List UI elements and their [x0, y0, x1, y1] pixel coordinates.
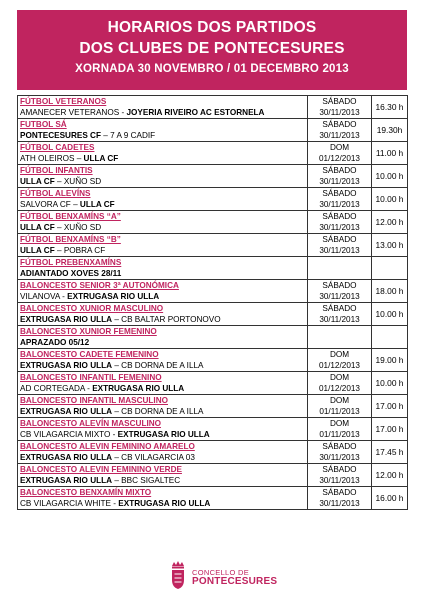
- category-label: BALONCESTO CADETE FEMENINO: [20, 350, 159, 359]
- date-cell: [308, 280, 372, 303]
- category-label: FÚTBOL CADETES: [20, 143, 95, 152]
- date-label: 01/11/2013: [319, 407, 360, 416]
- day-label: DOM: [329, 396, 350, 405]
- footer-logo-block: [168, 560, 278, 592]
- date-cell: [308, 119, 372, 142]
- category-label: FÚTBOL VETERANOS: [20, 97, 107, 106]
- day-label: SÁBADO: [322, 488, 357, 497]
- date-cell: [308, 96, 372, 119]
- team-name-bold: ULLA CF: [83, 154, 119, 163]
- table-row: [18, 303, 408, 326]
- day-label: SÁBADO: [322, 465, 357, 474]
- team-name: AD CORTEGADA -: [20, 384, 93, 393]
- day-label: DOM: [329, 419, 350, 428]
- team-name-bold: PONTECESURES CF: [20, 131, 101, 140]
- table-row: [18, 96, 408, 119]
- teams-line: [20, 268, 305, 279]
- time-cell: 17.45 h: [372, 441, 408, 464]
- time-cell: [372, 326, 408, 349]
- time-cell: 18.00 h: [372, 280, 408, 303]
- time-cell: 13.00 h: [372, 234, 408, 257]
- date-label: 01/12/2013: [319, 361, 360, 370]
- teams-line: [20, 360, 305, 371]
- team-name-bold: EXTRUGASA RIO ULLA: [67, 292, 160, 301]
- match-cell: [18, 211, 308, 234]
- time-cell: 17.00 h: [372, 395, 408, 418]
- match-cell: [18, 372, 308, 395]
- teams-line: [20, 153, 305, 164]
- team-name: CB VILAGARCIA MIXTO -: [20, 430, 118, 439]
- category-label: BALONCESTO BENXAMÍN MIXTO: [20, 488, 152, 497]
- table-row: [18, 280, 408, 303]
- teams-line: [20, 291, 305, 302]
- match-cell: [18, 418, 308, 441]
- time-cell: 17.00 h: [372, 418, 408, 441]
- teams-line: [20, 107, 305, 118]
- time-cell: 10.00 h: [372, 303, 408, 326]
- team-name: – BBC SIGALTEC: [112, 476, 181, 485]
- table-row: [18, 487, 408, 510]
- date-label: 30/11/2013: [319, 223, 360, 232]
- time-cell: 19.00 h: [372, 349, 408, 372]
- team-name-bold: APRAZADO 05/12: [20, 338, 90, 347]
- team-name: ATH OLEIROS –: [20, 154, 84, 163]
- match-cell: [18, 280, 308, 303]
- date-label: 01/12/2013: [319, 154, 360, 163]
- date-label: 30/11/2013: [319, 108, 360, 117]
- team-name-bold: EXTRUGASA RIO ULLA: [20, 476, 113, 485]
- table-row: [18, 142, 408, 165]
- category-label: FÚTBOL ALEVÍNS: [20, 189, 91, 198]
- team-name: – POBRA CF: [54, 246, 106, 255]
- category-label: BALONCESTO ALEVIN FEMININO AMARELO: [20, 442, 195, 451]
- date-cell: [308, 349, 372, 372]
- match-cell: [18, 487, 308, 510]
- time-cell: 10.00 h: [372, 372, 408, 395]
- date-cell: [308, 165, 372, 188]
- teams-line: [20, 452, 305, 463]
- category-label: BALONCESTO ALEVIN FEMININO VERDE: [20, 465, 182, 474]
- table-row: [18, 119, 408, 142]
- time-cell: 10.00 h: [372, 188, 408, 211]
- table-row: [18, 441, 408, 464]
- time-cell: [372, 257, 408, 280]
- team-name-bold: EXTRUGASA RIO ULLA: [20, 453, 113, 462]
- teams-line: [20, 199, 305, 210]
- date-label: 30/11/2013: [319, 315, 360, 324]
- match-cell: [18, 119, 308, 142]
- date-label: 30/11/2013: [319, 131, 360, 140]
- table-row: [18, 395, 408, 418]
- team-name-bold: EXTRUGASA RIO ULLA: [20, 407, 113, 416]
- date-label: 01/12/2013: [319, 384, 360, 393]
- category-label: FÚTBOL BENXAMÍNS “A”: [20, 212, 121, 221]
- match-cell: [18, 395, 308, 418]
- match-cell: [18, 349, 308, 372]
- day-label: SÁBADO: [322, 281, 357, 290]
- team-name: – XUÑO SD: [54, 223, 102, 232]
- day-label: DOM: [329, 373, 350, 382]
- team-name: – CB BALTAR PORTONOVO: [112, 315, 221, 324]
- table-row: [18, 234, 408, 257]
- footer-line-2: PONTECESURES: [192, 576, 278, 587]
- team-name: – CB VILAGARCIA 03: [112, 453, 195, 462]
- table-row: [18, 372, 408, 395]
- team-name-bold: ULLA CF: [20, 246, 55, 255]
- teams-line: [20, 245, 305, 256]
- date-label: 30/11/2013: [319, 499, 360, 508]
- date-label: 30/11/2013: [319, 246, 360, 255]
- team-name-bold: ADIANTADO XOVES 28/11: [20, 269, 122, 278]
- date-cell: [308, 211, 372, 234]
- table-row: [18, 326, 408, 349]
- team-name-bold: JOYERIA RIVEIRO AC ESTORNELA: [126, 108, 265, 117]
- table-row: [18, 257, 408, 280]
- date-label: 01/11/2013: [319, 430, 360, 439]
- category-label: BALONCESTO INFANTIL MASCULINO: [20, 396, 168, 405]
- match-cell: [18, 464, 308, 487]
- schedule-table: [17, 95, 408, 510]
- category-label: FUTBOL SÁ: [20, 120, 67, 129]
- category-label: FÚTBOL PREBENXAMÍNS: [20, 258, 122, 267]
- team-name-bold: EXTRUGASA RIO ULLA: [117, 430, 210, 439]
- date-label: 30/11/2013: [319, 476, 360, 485]
- table-row: [18, 211, 408, 234]
- team-name-bold: EXTRUGASA RIO ULLA: [20, 315, 113, 324]
- team-name: – CB DORNA DE A ILLA: [112, 361, 204, 370]
- time-cell: 11.00 h: [372, 142, 408, 165]
- teams-line: [20, 498, 305, 509]
- time-cell: 16.30 h: [372, 96, 408, 119]
- category-label: BALONCESTO SENIOR 3ª AUTONÓMICA: [20, 281, 179, 290]
- date-cell: [308, 372, 372, 395]
- date-cell: [308, 418, 372, 441]
- date-cell: [308, 441, 372, 464]
- table-row: [18, 349, 408, 372]
- day-label: DOM: [329, 143, 350, 152]
- match-cell: [18, 257, 308, 280]
- date-cell: [308, 234, 372, 257]
- teams-line: [20, 383, 305, 394]
- title-line-2: DOS CLUBES DE PONTECESURES: [79, 40, 345, 57]
- category-label: BALONCESTO INFANTIL FEMENINO: [20, 373, 162, 382]
- team-name-bold: ULLA CF: [20, 223, 55, 232]
- day-label: SÁBADO: [322, 442, 357, 451]
- title-line-1: HORARIOS DOS PARTIDOS: [107, 19, 317, 36]
- date-label: 30/11/2013: [319, 453, 360, 462]
- team-name-bold: ULLA CF: [79, 200, 115, 209]
- match-cell: [18, 165, 308, 188]
- table-row: [18, 464, 408, 487]
- day-label: SÁBADO: [322, 97, 357, 106]
- day-label: SÁBADO: [322, 120, 357, 129]
- date-label: 30/11/2013: [319, 177, 360, 186]
- category-label: BALONCESTO ALEVÍN MASCULINO: [20, 419, 162, 428]
- team-name-bold: EXTRUGASA RIO ULLA: [20, 361, 113, 370]
- day-label: SÁBADO: [322, 189, 357, 198]
- subtitle: XORNADA 30 NOVEMBRO / 01 DECEMBRO 2013: [75, 63, 349, 75]
- date-cell: [308, 188, 372, 211]
- match-cell: [18, 441, 308, 464]
- day-label: SÁBADO: [322, 166, 357, 175]
- team-name: CB VILAGARCIA WHITE -: [20, 499, 119, 508]
- team-name: SALVORA CF –: [20, 200, 80, 209]
- date-cell: [308, 326, 372, 349]
- date-cell: [308, 303, 372, 326]
- team-name: – CB DORNA DE A ILLA: [112, 407, 204, 416]
- teams-line: [20, 130, 305, 141]
- team-name: VILANOVA -: [20, 292, 68, 301]
- team-name: – 7 A 9 CADIF: [100, 131, 156, 140]
- date-cell: [308, 395, 372, 418]
- date-cell: [308, 487, 372, 510]
- crown-shield-icon: [168, 560, 188, 590]
- day-label: SÁBADO: [322, 304, 357, 313]
- day-label: SÁBADO: [322, 235, 357, 244]
- match-cell: [18, 234, 308, 257]
- team-name-bold: EXTRUGASA RIO ULLA: [92, 384, 185, 393]
- team-name-bold: EXTRUGASA RIO ULLA: [118, 499, 211, 508]
- time-cell: 16.00 h: [372, 487, 408, 510]
- date-cell: [308, 257, 372, 280]
- teams-line: [20, 314, 305, 325]
- page-header: [17, 10, 407, 90]
- time-cell: 12.00 h: [372, 211, 408, 234]
- match-cell: [18, 326, 308, 349]
- date-cell: [308, 142, 372, 165]
- category-label: FÚTBOL BENXAMÍNS “B”: [20, 235, 121, 244]
- category-label: BALONCESTO XUNIOR MASCULINO: [20, 304, 164, 313]
- schedule-body: [18, 96, 408, 510]
- teams-line: [20, 337, 305, 348]
- time-cell: 12.00 h: [372, 464, 408, 487]
- table-row: [18, 418, 408, 441]
- date-cell: [308, 464, 372, 487]
- table-row: [18, 188, 408, 211]
- match-cell: [18, 303, 308, 326]
- category-label: FÚTBOL INFANTIS: [20, 166, 93, 175]
- teams-line: [20, 475, 305, 486]
- category-label: BALONCESTO XUNIOR FEMENINO: [20, 327, 157, 336]
- team-name: – XUÑO SD: [54, 177, 102, 186]
- day-label: SÁBADO: [322, 212, 357, 221]
- time-cell: 10.00 h: [372, 165, 408, 188]
- teams-line: [20, 406, 305, 417]
- team-name-bold: ULLA CF: [20, 177, 55, 186]
- time-cell: 19.30h: [372, 119, 408, 142]
- match-cell: [18, 142, 308, 165]
- day-label: DOM: [329, 350, 350, 359]
- match-cell: [18, 96, 308, 119]
- date-label: 30/11/2013: [319, 292, 360, 301]
- teams-line: [20, 429, 305, 440]
- match-cell: [18, 188, 308, 211]
- teams-line: [20, 222, 305, 233]
- table-row: [18, 165, 408, 188]
- date-label: 30/11/2013: [319, 200, 360, 209]
- team-name: AMANECER VETERANOS -: [20, 108, 127, 117]
- teams-line: [20, 176, 305, 187]
- footer-line-1: CONCELLO DE: [192, 568, 250, 577]
